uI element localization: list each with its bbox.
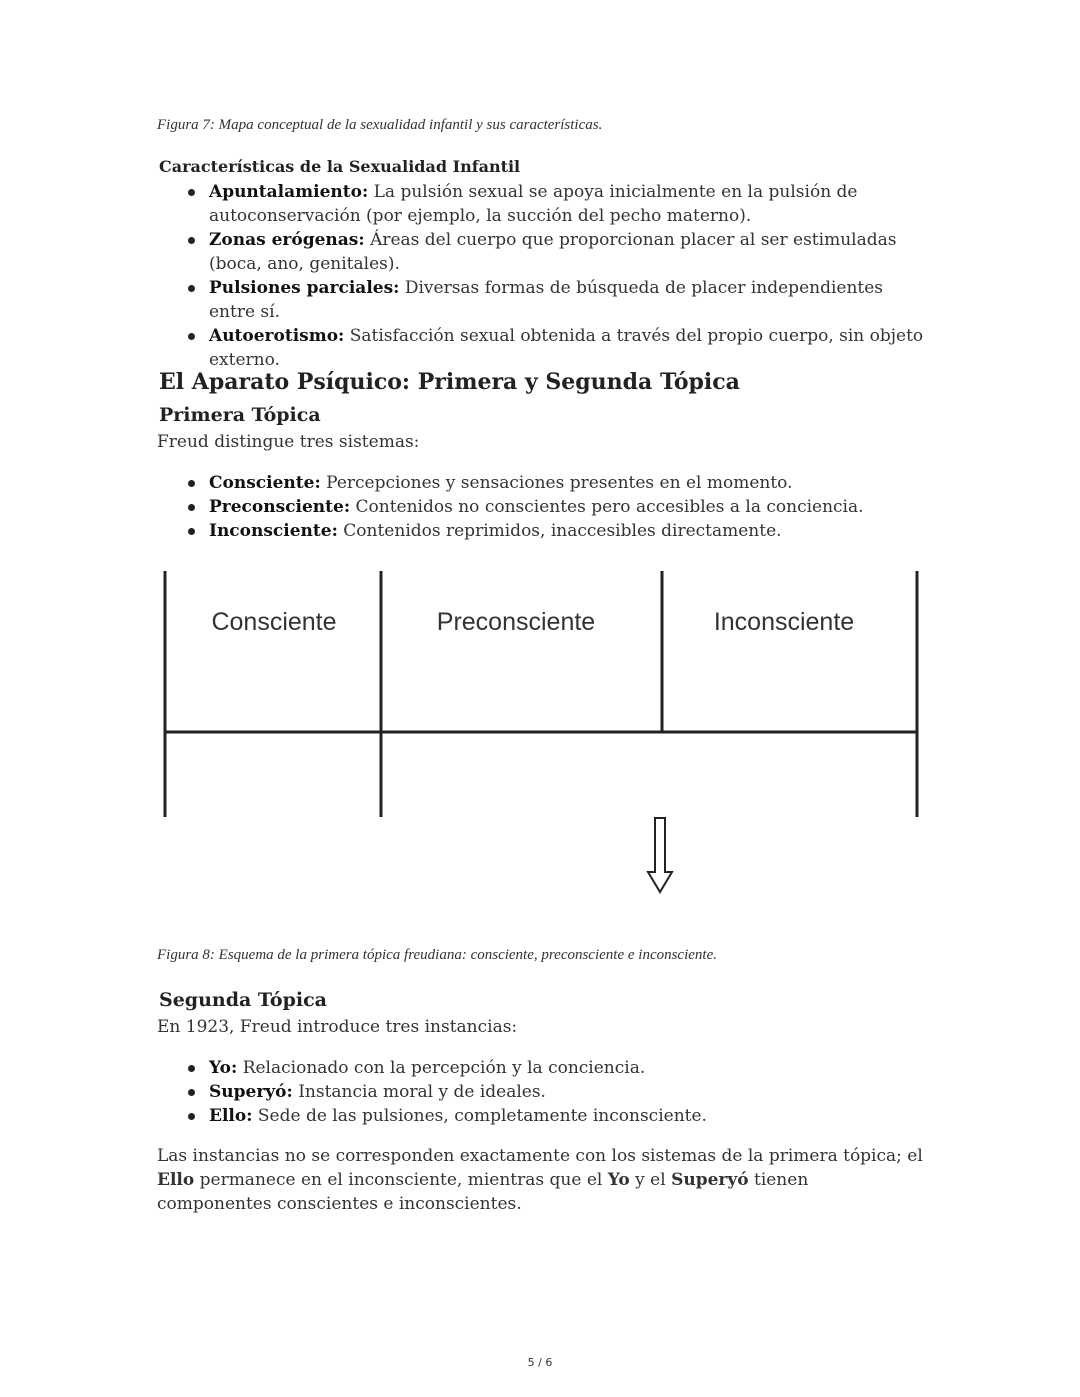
list-item <box>185 228 925 276</box>
definition: Instancia moral y de ideales. <box>298 1082 546 1102</box>
definition: Áreas del cuerpo que proporcionan placer al ser estimuladas (boca, ano, genitales). <box>209 230 897 274</box>
definition: Contenidos reprimidos, inaccesibles directamente. <box>343 521 782 541</box>
sexualidad-heading: Características de la Sexualidad Infantil <box>159 157 521 176</box>
definition: Diversas formas de búsqueda de placer independientes entre sí. <box>209 278 884 322</box>
text-run: y el <box>629 1170 672 1190</box>
segunda-list <box>185 1056 925 1128</box>
list-item <box>185 495 925 519</box>
aparato-title: El Aparato Psíquico: Primera y Segunda Tópica <box>159 369 740 395</box>
definition: La pulsión sexual se apoya inicialmente en la pulsión de autoconservación (por ejemplo, la succión del pecho materno). <box>209 182 858 226</box>
term: Inconsciente: <box>209 521 338 541</box>
list-item <box>185 519 925 543</box>
sexualidad-list <box>185 180 925 372</box>
figure-8-caption: Figura 8: Esquema de la primera tópica freudiana: consciente, preconsciente e inconsciente. <box>157 947 717 963</box>
term: Pulsiones parciales: <box>209 278 400 298</box>
down-arrow-icon <box>648 818 672 892</box>
segunda-heading: Segunda Tópica <box>159 989 327 1011</box>
term: Autoerotismo: <box>209 326 345 346</box>
primera-list <box>185 471 925 543</box>
definition: Contenidos no conscientes pero accesibles a la conciencia. <box>355 497 864 517</box>
list-item <box>185 1056 925 1080</box>
term: Consciente: <box>209 473 321 493</box>
list-item <box>185 1080 925 1104</box>
definition: Sede de las pulsiones, completamente inconsciente. <box>257 1106 707 1126</box>
segunda-intro: En 1923, Freud introduce tres instancias: <box>157 1017 518 1037</box>
diagram-label-consciente: Consciente <box>211 608 337 636</box>
text-run: permanece en el inconsciente, mientras que el <box>194 1170 608 1190</box>
term: Apuntalamiento: <box>209 182 369 202</box>
list-item <box>185 471 925 495</box>
text-run: Las instancias no se corresponden exactamente con los sistemas de la primera tópica; el <box>157 1146 923 1166</box>
diagram-label-inconsciente: Inconsciente <box>713 608 855 636</box>
definition: Percepciones y sensaciones presentes en el momento. <box>326 473 793 493</box>
segunda-closing-paragraph <box>157 1144 927 1216</box>
bold-superyo: Superyó <box>671 1170 749 1190</box>
list-item <box>185 276 925 324</box>
page-number: 5 / 6 <box>527 1356 553 1369</box>
list-item <box>185 1104 925 1128</box>
primera-intro: Freud distingue tres sistemas: <box>157 432 420 452</box>
term: Preconsciente: <box>209 497 351 517</box>
term: Yo: <box>209 1058 238 1078</box>
diagram-label-preconsciente: Preconsciente <box>436 608 596 636</box>
term: Ello: <box>209 1106 253 1126</box>
term: Zonas erógenas: <box>209 230 365 250</box>
bold-yo: Yo <box>607 1170 630 1190</box>
definition: Satisfacción sexual obtenida a través del propio cuerpo, sin objeto externo. <box>209 326 924 370</box>
primera-heading: Primera Tópica <box>159 404 321 426</box>
text-run: tienen componentes conscientes e inconscientes. <box>157 1170 809 1214</box>
list-item <box>185 324 925 372</box>
list-item <box>185 180 925 228</box>
term: Superyó: <box>209 1082 293 1102</box>
bold-ello: Ello <box>157 1170 195 1190</box>
definition: Relacionado con la percepción y la conciencia. <box>242 1058 646 1078</box>
figure-7-caption: Figura 7: Mapa conceptual de la sexualidad infantil y sus características. <box>157 117 603 133</box>
